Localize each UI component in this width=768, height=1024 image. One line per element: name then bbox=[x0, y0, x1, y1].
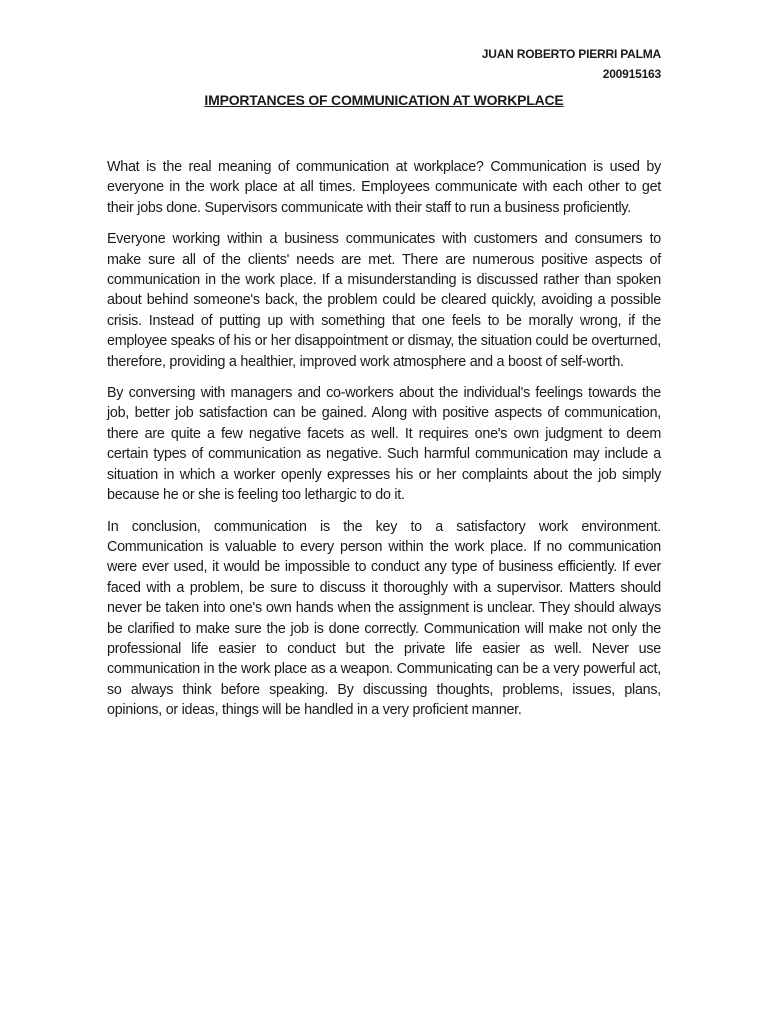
document-body bbox=[107, 157, 661, 732]
author-block bbox=[482, 44, 661, 84]
paragraph: By conversing with managers and co-workers about the individual's feelings towards the job, better job satisfaction can be gained. Along with positive aspects of communication, there are quite a few negative facets as well. It requires one's own judgment to deem certain types of communication as negative. Such harmful communication may include a situation in which a worker openly expresses his or her complaints about the job simply because he or she is feeling too lethargic to do it. bbox=[107, 385, 661, 504]
paragraph: What is the real meaning of communication at workplace? Communication is used by everyone in the work place at all times. Employees communicate with each other to get their jobs done. Supervisors communicate with their staff to run a business proficiently. bbox=[107, 159, 661, 216]
author-name: JUAN ROBERTO PIERRI PALMA bbox=[481, 47, 661, 61]
document-title: IMPORTANCES OF COMMUNICATION AT WORKPLACE bbox=[204, 92, 564, 108]
paragraph: Everyone working within a business communicates with customers and consumers to make sure all of the clients' needs are met. There are numerous positive aspects of communication in the work place. If a misunderstanding is discussed rather than spoken about behind someone's back, the problem could be cleared quickly, avoiding a possible crisis. Instead of putting up with something that one feels to be morally wrong, if the employee speaks of his or her disappointment or dismay, the situation could be overturned, therefore, providing a healthier, improved work atmosphere and a boost of self-worth. bbox=[107, 231, 661, 370]
author-id: 200915163 bbox=[602, 67, 661, 81]
paragraph: In conclusion, communication is the key to a satisfactory work environment. Communication is valuable to every person within the work place. If no communication were ever used, it would be impossible to conduct any type of business efficiently. If ever faced with a problem, be sure to discuss it thoroughly with a supervisor. Matters should never be taken into one's own hands when the assignment is unclear. They should always be clarified to make sure the job is done correctly. Communication will make not only the professional life easier to conduct but the private life easier as well. Never use communication in the work place as a weapon. Communicating can be a very powerful act, so always think before speaking. By discussing thoughts, problems, issues, plans, opinions, or ideas, things will be handled in a very proficient manner. bbox=[107, 518, 661, 719]
